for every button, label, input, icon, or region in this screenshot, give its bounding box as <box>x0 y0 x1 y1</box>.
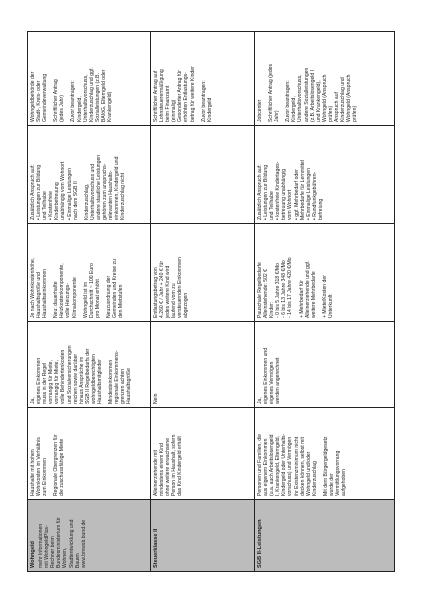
income-check-cell <box>151 322 255 408</box>
income-check-cell <box>255 322 395 408</box>
cell-text: Zuvor beantragen: Kindergeld <box>200 80 213 122</box>
cell-text: Wohngeldbehörde der Stadt-, Kreis- oder Gemeindeverwaltung <box>30 71 49 122</box>
cell-text: Entlastungsbetrag von 4.260 € / Jahr + 240 € für jedes weitere Kind wird laufend vom zu versteuernden Einkommen abgezogen <box>153 257 190 318</box>
amount-cell <box>28 224 151 322</box>
cell-text: Jobcenter <box>257 99 263 122</box>
cell-text: Zusätzlich Anspruch auf: • Leistungen zur Bildung und Teilhabe • kostenfreie Kindertages- betreuung unabhängig vom Wohnort • ggf. Mehrbedarf oder Mehrbedarfe für Lernmittel • Einmalige Leistungen • Rundfunkgebühren- befreiung <box>257 159 324 220</box>
cell-text: Mit dem Bürgergeldgesetz wurde der Vermittlungsvorrang aufgehoben <box>322 436 348 496</box>
row-note: mehr Informationen mit WohngeldPlus- Rechner beim Bundesministerium für Wohnen, Stadtentwicklung und Bauen www.bmwsb.bund.de <box>38 517 87 568</box>
cell-text: Ja, eigenes Einkommen und eigenes Vermögen werden angerechnet <box>257 347 282 404</box>
additional-benefits-cell <box>28 126 151 224</box>
rotated-table-wrapper <box>27 32 394 572</box>
row-title: SGB II-Leistungen <box>257 519 263 568</box>
cell-text: Ja, eigenes Einkommen muss in der Regel vorrangig für Miete, vorrangig für Miete, volle Behindertenkosten und Sozialversicherungen reichen sowie darüber hinaus Ansprüche im SGB II Regelbedarfs der wohngeldberechtigten Haushaltsmitglieder <box>30 345 104 404</box>
eligibility-cell <box>151 408 255 500</box>
benefits-table <box>27 31 395 572</box>
additional-benefits-cell <box>255 126 395 224</box>
cell-text: Mindesteinkommen regionale Einkommens- grenzen achten Haushaltsgröße <box>108 350 133 404</box>
application-cell <box>151 32 255 126</box>
application-cell <box>28 32 151 126</box>
row-label-cell <box>255 500 395 572</box>
eligibility-cell <box>255 408 395 500</box>
cell-text: Zuvor beantragen: Kindergeld, Unterhaltsvorschuss, andere Sozialleistungen (z.B. Arbeitslosengeld I und Krankengeld), Wohngeld (Anspruch prüfen) Anspruch auf Kinderzuschlag und Wohngeld (Anspruch prüfen) <box>285 67 359 122</box>
cell-text: + Miete/Kosten der Unterkunft <box>321 275 334 318</box>
cell-text: Neuzuordnung der Gemeinden und Kreise zu den Mietstufen <box>105 259 125 318</box>
cell-text: Nein <box>153 393 159 404</box>
table-row-sgb2 <box>255 32 395 572</box>
application-cell <box>255 32 395 126</box>
cell-text: + Mehrbedarf für Alleinerziehende und ggf. weitere Mehrbedarfe <box>298 260 317 318</box>
eligibility-cell <box>28 408 151 500</box>
cell-text: Kinderzuschlag, Unterhaltsvorschuss und andere staatliche Leistungen gehören zum anspruchs- relevanten Haushalts- einkommen, Kindergeld und Kinderzuschlag nicht <box>83 154 127 220</box>
cell-text: Regionale Obergrenzen für die zuschussfähige Miete <box>53 434 66 496</box>
cell-text: Neu: dauerhafte Heizkostenkomponente, volle Heizungs- Klimakomponente <box>53 263 78 318</box>
income-check-cell <box>28 322 151 408</box>
row-label-cell <box>28 500 151 572</box>
cell-text: Je nach Wohnkostenhöhe, Haushaltsgröße und Haushaltseinkommen <box>30 257 49 318</box>
cell-text: Pauschale Regelbedarfe Alleinstehende: 502 € Kinder: - 0 bis 5 Jahre 318 €/Mo - 6 bis 13 Jahre 348 €/Mo - 14 bis 17 Jahre 420 €/Mo <box>257 257 294 318</box>
cell-text: Schriftlicher Antrag auf Lohnsteuerermäßigung beim Finanzamt (einmalig) Gesonderter Antrag für erhöhten Entlastungs- betrag für weitere Kinder <box>153 66 196 122</box>
cell-text: Zuvor beantragen: Kindergeld, Unterhaltsvorschuss, Kinderzuschlag und ggf. Sozialleistungen (z.B. BAföG, Elterngeld oder Krankengeld) <box>70 67 114 122</box>
cell-text: Alleinerziehende mit mindestens einem Kind ohne weitere erwachsene Person im Haushalt, sofern das Kind Kindergeld erhält <box>153 434 184 496</box>
amount-cell <box>255 224 395 322</box>
additional-benefits-cell <box>151 126 255 224</box>
cell-text: Schriftlicher Antrag (jedes Jahr) <box>53 79 66 122</box>
row-title: Steuerklasse II <box>153 528 159 568</box>
table-row-wohngeld <box>28 32 151 572</box>
cell-text: Zusätzlich Anspruch auf: • Leistungen zur Bildung und Teilhabe • Kostenfreie Kinderbetreuung unabhängig vom Wohnort • Einmalige Leistungen nach dem SGB II <box>30 161 79 220</box>
cell-text: Schriftlicher Antrag (jedes Jahr) <box>268 63 281 122</box>
cell-text: Personen und Familien, die aus eigenem Einkommen (u.a. auch Arbeitslosengeld I, Krankengeld, Elterngeld, Kindergeld oder Unterhalts- vorschuss) und Vermögen ihr Existenzminimum nicht decken können, selbst mit Wohngeld und/oder Kinderzuschlag <box>257 433 318 496</box>
cell-text: Haushalte mit hohen Wohnkosten im Verhältnis zum Einkommen <box>30 437 49 496</box>
row-title: Wohngeld <box>30 541 36 568</box>
row-label-cell <box>151 500 255 572</box>
amount-cell <box>151 224 255 322</box>
table-row-steuerklasse <box>151 32 255 572</box>
cell-text: Wohngeld ist im Durchschnitt ~ 100 Euro pro Monat erhöht <box>82 263 101 318</box>
